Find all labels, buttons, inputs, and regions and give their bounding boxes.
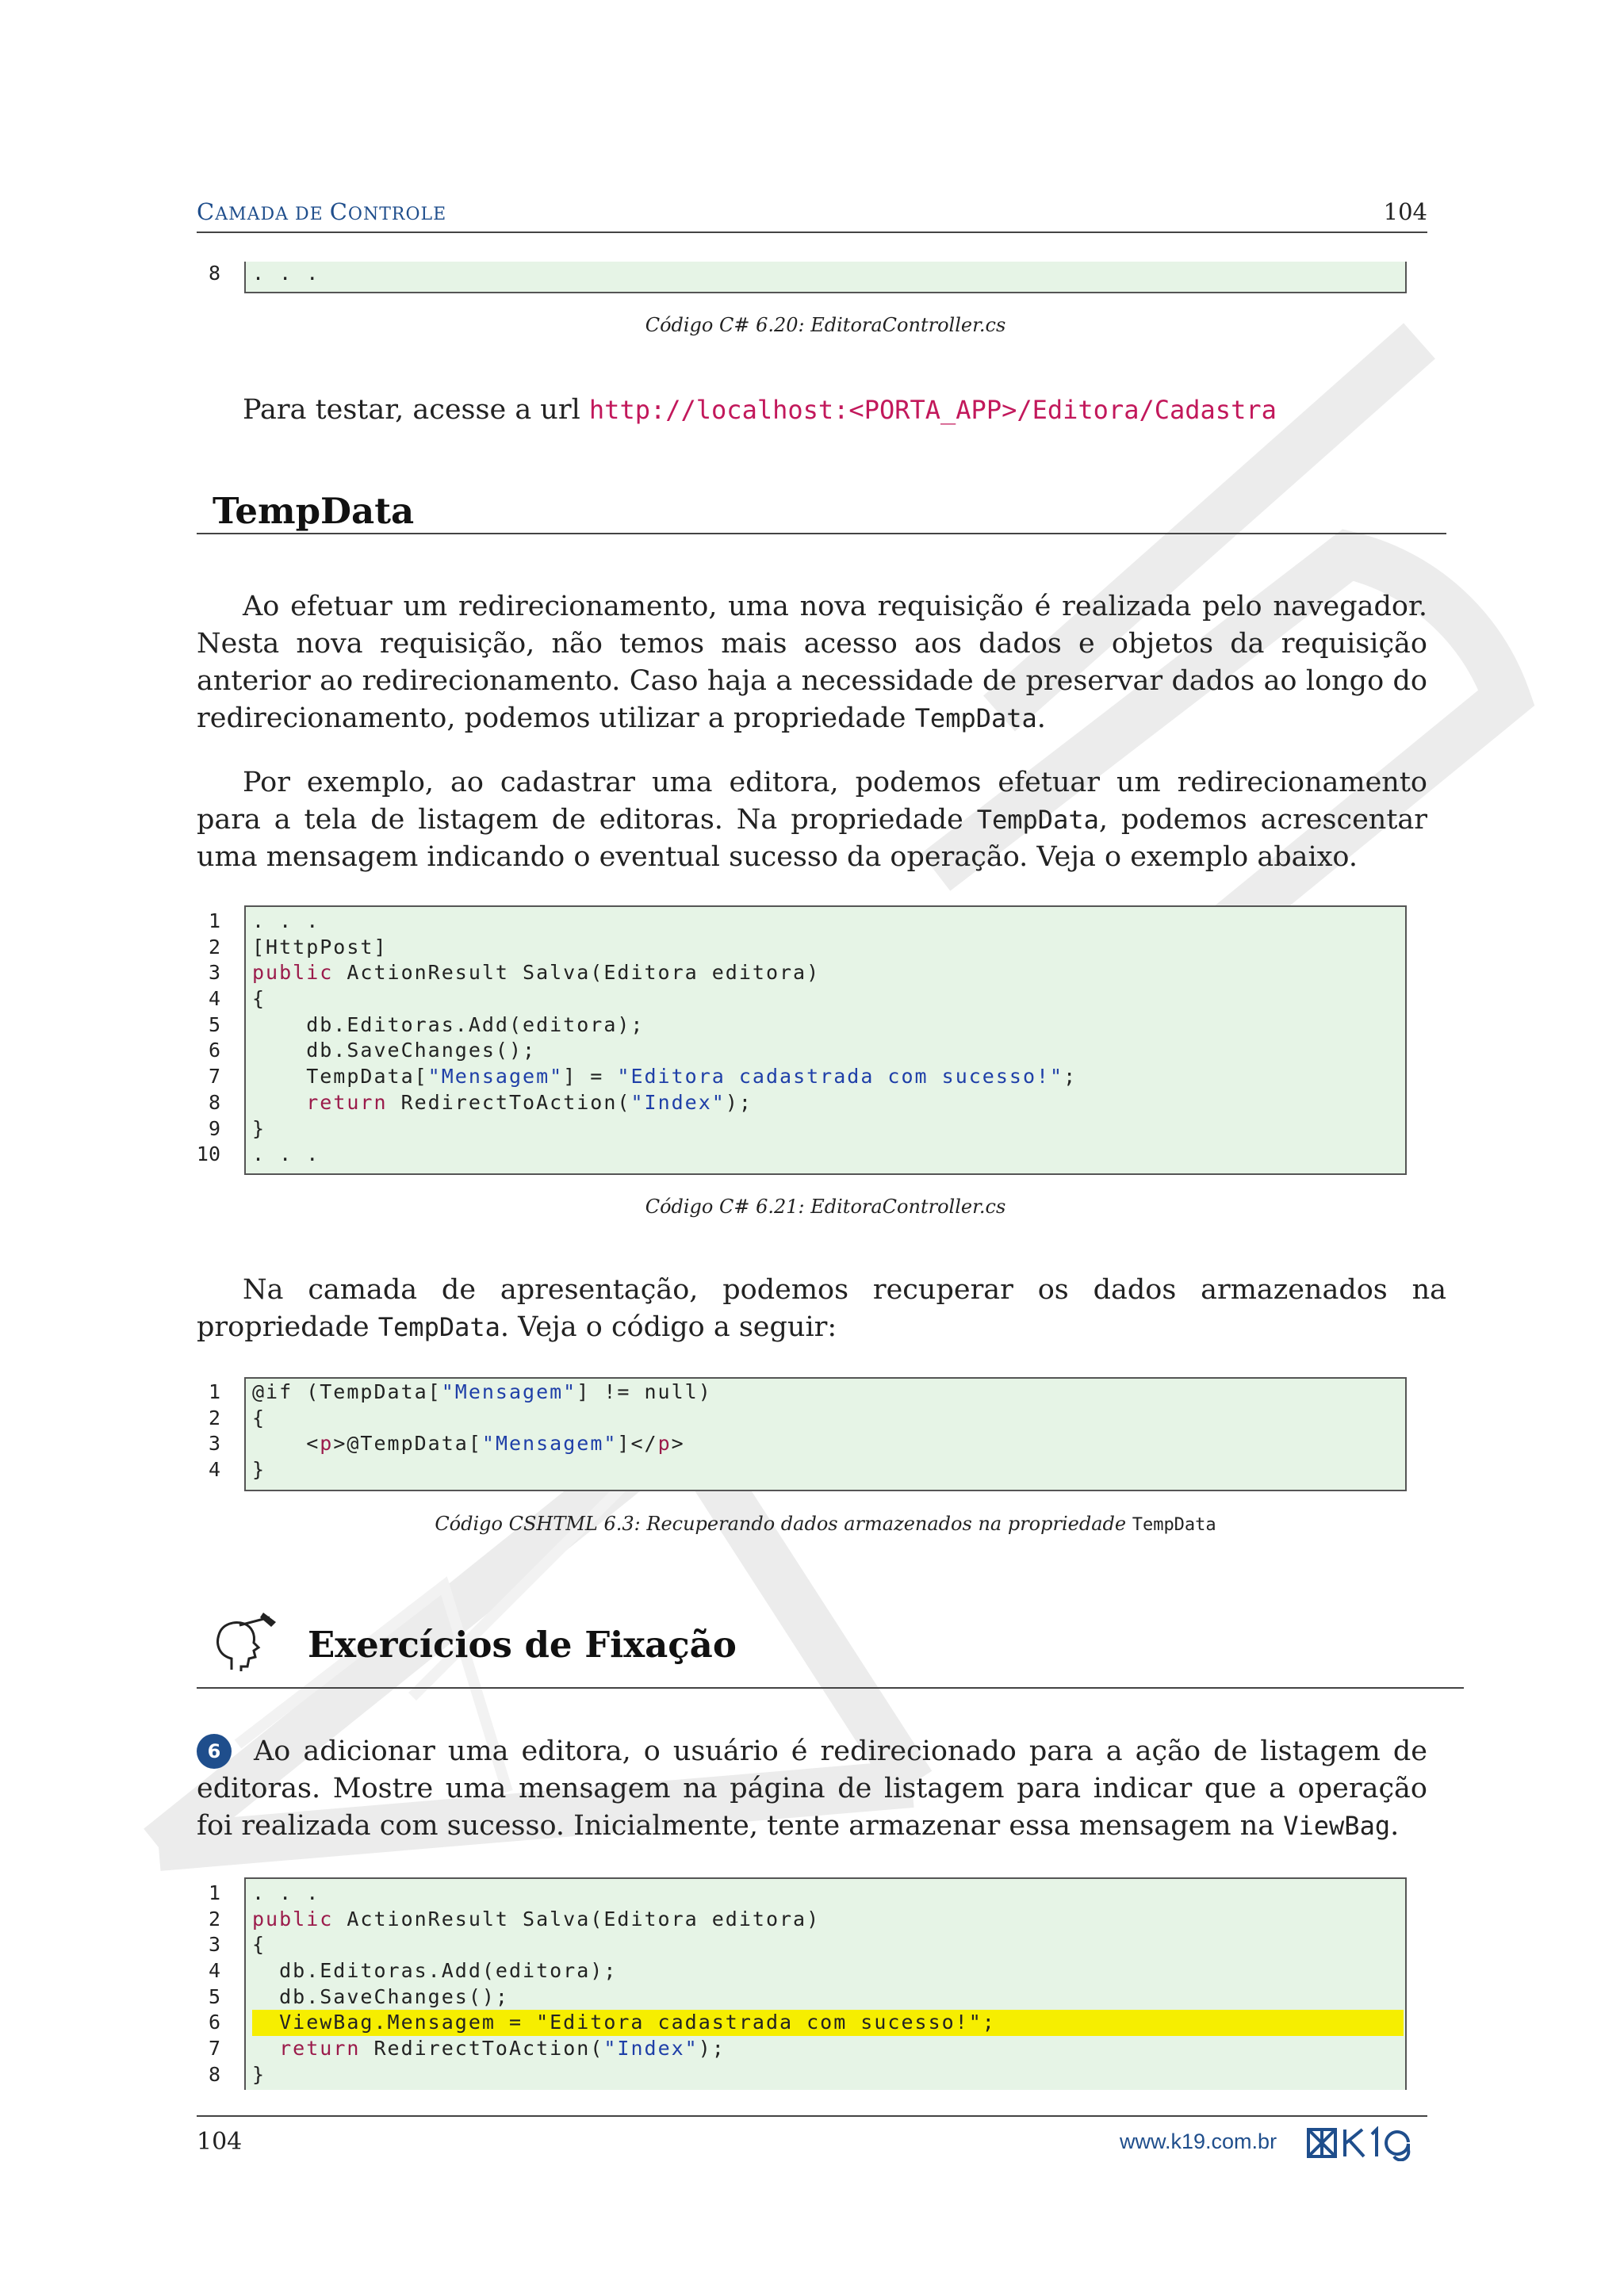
section-rule-exercises (197, 1687, 1464, 1689)
k19-logo (1307, 2126, 1426, 2161)
exercise-6-text: Ao adicionar uma editora, o usuário é redirecionado para a ação de listagem de editoras. Mostre uma mensagem na página de listagem para indicar que a operação foi realizada com sucesso. Inicialmente, tente armazenar essa mensagem na ViewBag. (197, 1735, 1427, 1842)
test-url-link[interactable]: http://localhost:<PORTA_APP>/Editora/Cadastra (588, 395, 1277, 425)
header-rule (197, 232, 1427, 233)
section-heading-tempdata: TempData (213, 490, 415, 532)
footer-rule (197, 2115, 1427, 2117)
code-4-line-numbers: 1 2 3 4 5 6 7 8 (208, 1881, 220, 2086)
code-2-lines: . . . [HttpPost] public ActionResult Salva(Editora editora) { db.Editoras.Add(editora); db.SaveChanges(); TempData["Mensagem"] = "Editora cadastrada com sucesso!"; return RedirectToAction("Index"); } . . . (252, 909, 1078, 1166)
section-rule-tempdata (197, 533, 1446, 534)
code-3-lines: @if (TempData["Mensagem"] != null) { <p>@TempData["Mensagem"]</p> } (252, 1380, 712, 1482)
para-test-url: Para testar, acesse a url http://localhost:<PORTA_APP>/Editora/Cadastra (243, 394, 1277, 426)
code-2-line-numbers: 1 2 3 4 5 6 7 8 9 10 (196, 909, 220, 1166)
paragraph-example: Por exemplo, ao cadastrar uma editora, podemos efetuar um redirecionamento para a tela de listagem de editoras. Na propriedade TempData, podemos acrescentar uma mensagem indicando o eventual sucesso da operação. Veja o exemplo abaixo. (197, 767, 1427, 873)
section-heading-exercises: Exercícios de Fixação (308, 1624, 737, 1666)
paragraph-presentation: Na camada de apresentação, podemos recuperar os dados armazenados na propriedade TempData. Veja o código a seguir: (197, 1274, 1446, 1343)
caption-code-6-21: Código C# 6.21: EditoraController.cs (645, 1196, 1006, 1218)
code-top-lines: . . . (252, 262, 320, 285)
footer-page-number: 104 (197, 2128, 243, 2156)
caption-code-6-20: Código C# 6.20: EditoraController.cs (645, 314, 1006, 336)
exercise-number-badge: 6 (197, 1734, 232, 1769)
caption-cshtml-6-3: Código CSHTML 6.3: Recuperando dados armazenados na propriedade TempData (435, 1513, 1216, 1535)
highlighted-code-line: ViewBag.Mensagem = "Editora cadastrada com sucesso!"; (252, 2010, 1404, 2036)
paragraph-redirect: Ao efetuar um redirecionamento, uma nova requisição é realizada pelo navegador. Nesta nova requisição, não temos mais acesso aos dados e objetos da requisição anterior ao redirecionamento. Caso haja a necessidade de preservar dados ao longo do redirecionamento, podemos utilizar a propriedade TempData. (197, 591, 1427, 734)
code-3-line-numbers: 1 2 3 4 (208, 1380, 220, 1482)
code-block-top (244, 262, 1407, 293)
code-4-lines: . . . public ActionResult Salva(Editora editora) { db.Editoras.Add(editora); db.SaveChanges(); ViewBag.Mensagem = "Editora cadastrada com sucesso!"; return RedirectToAction("Index"); } (252, 1881, 1404, 2088)
thinking-head-icon (208, 1611, 279, 1674)
running-header-page-number: 104 (1383, 198, 1427, 225)
code-top-line-numbers: 8 (208, 262, 220, 285)
footer-url-link[interactable]: www.k19.com.br (1120, 2130, 1277, 2153)
running-header-title: CAMADA DE CONTROLE (197, 198, 447, 225)
